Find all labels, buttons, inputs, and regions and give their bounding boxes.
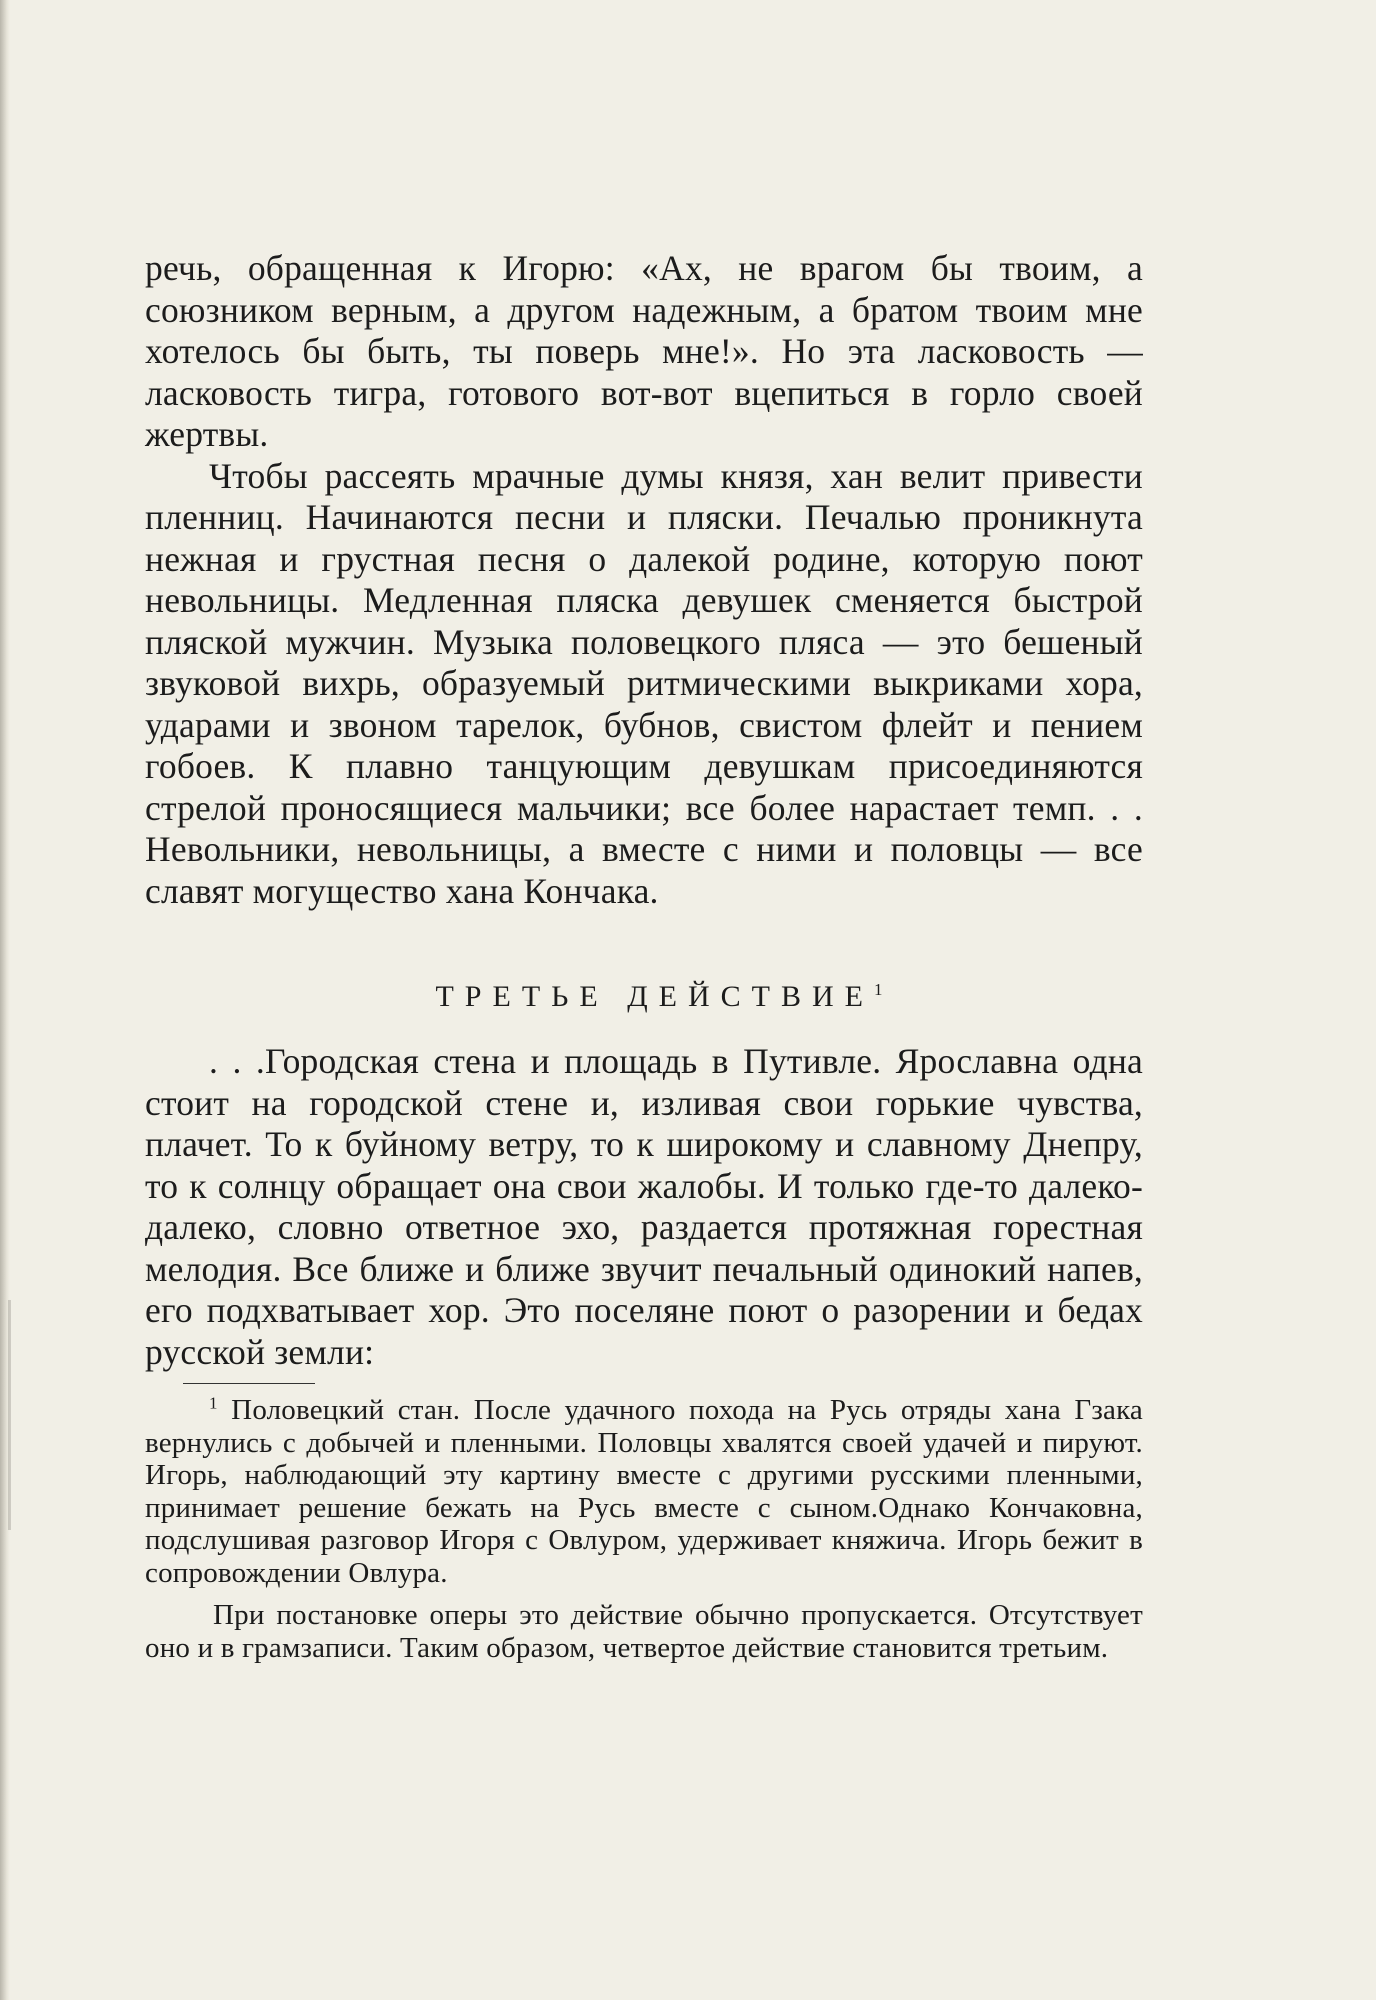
paragraph-continued: речь, обращенная к Игорю: «Ах, не врагом бы твоим, а союзником верным, а другом надежным, а братом твоим мне хотелось бы быть, ты поверь мне!». Но эта ласковость — ласковость тигра, готового вот-вот вцепиться в горло своей жертвы. xyxy=(145,248,1143,454)
paragraph-act-three: . . .Городская стена и площадь в Путивле. Ярославна одна стоит на городской стене и, изливая свои горькие чувства, плачет. То к буйному ветру, то к широкому и славному Днепру, то к солнцу обращает она свои жалобы. И только где-то далеко-далеко, словно ответное эхо, раздается протяжная горестная мелодия. Все ближе и ближе звучит печальный одинокий напев, его подхватывает хор. Это поселяне поют о разорении и бедах русской земли: xyxy=(145,1041,1143,1372)
heading-footnote-mark: 1 xyxy=(874,980,883,999)
paragraph-dances: Чтобы рассеять мрачные думы князя, хан велит привести пленниц. Начинаются песни и пляски. Печалью проникнута нежная и грустная песня о далекой родине, которую поют невольницы. Медленная пляска девушек сменяется быстрой пляской мужчин. Музыка половецкого пляса — это бешеный звуковой вихрь, образуемый ритмическими выкриками хора, ударами и звоном тарелок, бубнов, свистом флейт и пением гобоев. К плавно танцующим девушкам присоединяются стрелой проносящиеся мальчики; все более нарастает темп. . . Невольники, невольницы, а вместе с ними и половцы — все славят могущество хана Кончака. xyxy=(145,455,1143,911)
footnote-text: Половецкий стан. После удачного похода на Русь отряды хана Гзака вернулись с добычей и пленными. Половцы хвалятся своей удачей и пируют. Игорь, наблюдающий эту картину вместе с другими русскими пленными, принимает решение бежать на Русь вместе с сыном.Однако Кончаковна, подслушивая разговор Игоря с Овлуром, удерживает княжича. Игорь бежит в сопровождении Овлура. xyxy=(145,1394,1144,1589)
footnote xyxy=(145,1394,1143,1589)
page-edge-shadow xyxy=(8,1300,11,1530)
page-text xyxy=(145,248,1143,1664)
footnote-continued: При постановке оперы это действие обычно пропускается. Отсутствует оно и в грамзаписи. Таким образом, четвертое действие становится третьим. xyxy=(145,1599,1143,1664)
footnote-mark: 1 xyxy=(209,1393,218,1413)
footnote-rule xyxy=(183,1383,315,1384)
section-heading xyxy=(145,972,1143,1015)
section-heading-text: ТРЕТЬЕ ДЕЙСТВИЕ xyxy=(435,980,874,1013)
page-edge xyxy=(0,0,10,2000)
